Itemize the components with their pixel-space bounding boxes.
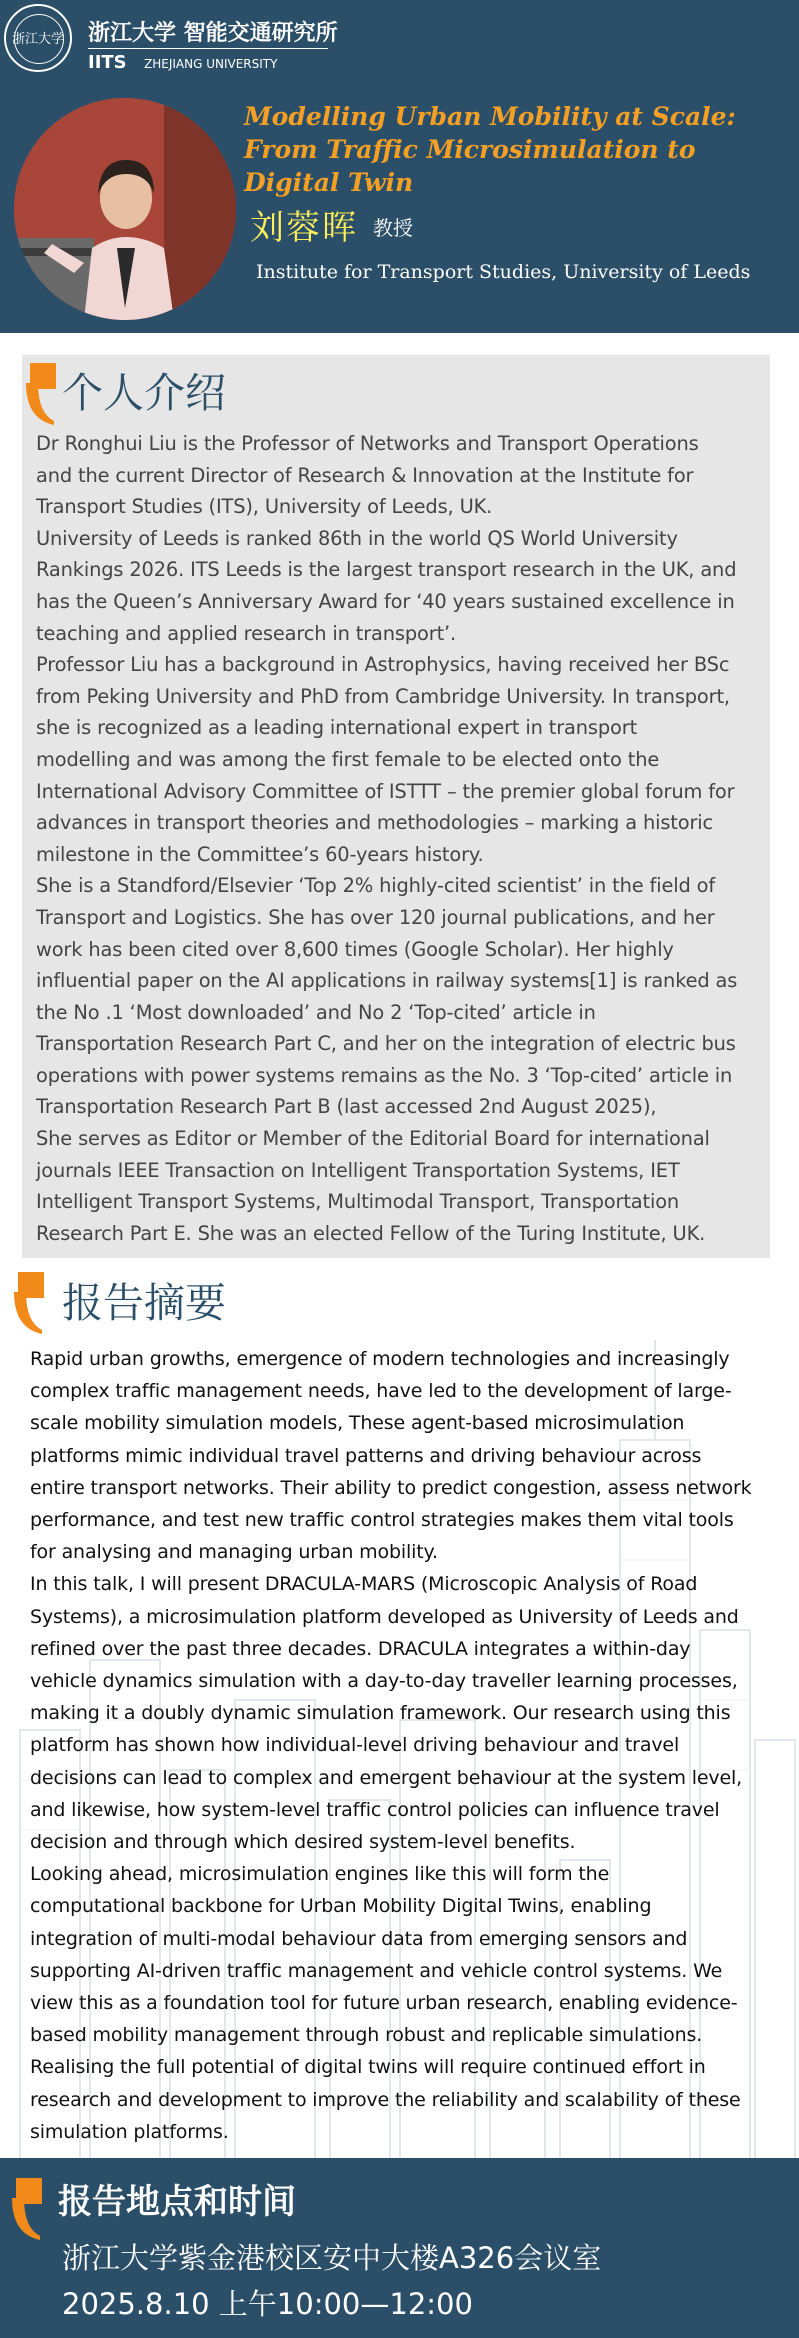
bio-text xyxy=(36,428,766,1249)
bio-line: influential paper on the AI applications in railway systems[1] is ranked as xyxy=(36,969,738,993)
bio-line: and the current Director of Research & Innovation at the Institute for xyxy=(36,463,694,487)
bio-heading: 个人介绍 xyxy=(62,369,226,417)
bio-line: teaching and applied research in transport’. xyxy=(36,621,457,645)
bio-line: Professor Liu has a background in Astrophysics, having received her BSc xyxy=(36,653,730,677)
abstract-line: vehicle dynamics simulation with a day-to-day traveller learning processes, xyxy=(30,1670,738,1693)
bio-line: the No .1 ‘Most downloaded’ and No 2 ‘Top-cited’ article in xyxy=(36,1000,596,1024)
bio-line: milestone in the Committee’s 60-years history. xyxy=(36,842,484,866)
brand-iits: IITS xyxy=(88,52,127,73)
section-marker-icon xyxy=(26,363,56,425)
seal-text: 浙江大学 xyxy=(11,32,64,47)
abstract-line: for analysing and managing urban mobility. xyxy=(30,1541,438,1564)
abstract-line: scale mobility simulation models, These agent-based microsimulation xyxy=(30,1412,685,1435)
abstract-line: view this as a foundation tool for future urban research, enabling evidence- xyxy=(30,1992,738,2015)
university-seal-logo xyxy=(4,4,72,72)
portrait-illustration xyxy=(14,98,236,320)
talk-title-line1: Modelling Urban Mobility at Scale: xyxy=(244,102,736,131)
abstract-text xyxy=(30,1343,770,2148)
abstract-line: supporting AI-driven traffic management and vehicle control systems. We xyxy=(30,1959,723,1982)
venue-time: 2025.8.10 上午10:00—12:00 xyxy=(62,2287,473,2321)
bio-line: operations with power systems remains as the No. 3 ‘Top-cited’ article in xyxy=(36,1063,733,1087)
abstract-line: making it a doubly dynamic simulation framework. Our research using this xyxy=(30,1702,731,1725)
abstract-line: decision and through which desired system-level benefits. xyxy=(30,1831,576,1854)
abstract-line: computational backbone for Urban Mobility Digital Twins, enabling xyxy=(30,1895,652,1918)
bio-line: University of Leeds is ranked 86th in the world QS World University xyxy=(36,526,678,550)
bio-line: Transport Studies (ITS), University of Leeds, UK. xyxy=(36,495,493,519)
bio-line: she is recognized as a leading international expert in transport xyxy=(36,716,638,740)
abstract-line: platforms mimic individual travel patterns and driving behaviour across xyxy=(30,1444,702,1467)
bio-line: She serves as Editor or Member of the Editorial Board for international xyxy=(36,1127,710,1151)
abstract-line: and likewise, how system-level traffic control policies can influence travel xyxy=(30,1798,720,1821)
abstract-line: integration of multi-modal behaviour data from emerging sensors and xyxy=(30,1927,688,1950)
abstract-line: platform has shown how individual-level driving behaviour and travel xyxy=(30,1734,680,1757)
bio-line: Transportation Research Part B (last accessed 2nd August 2025), xyxy=(36,1095,657,1119)
brand-english-name: ZHEJIANG UNIVERSITY xyxy=(144,57,278,71)
abstract-line: entire transport networks. Their ability to predict congestion, assess network xyxy=(30,1476,752,1499)
bio-line: advances in transport theories and methodologies – marking a historic xyxy=(36,811,714,835)
section-marker-icon xyxy=(12,2178,42,2240)
bio-line: Dr Ronghui Liu is the Professor of Networks and Transport Operations xyxy=(36,432,699,455)
brand-divider xyxy=(88,48,328,49)
bio-line: Transportation Research Part C, and her on the integration of electric bus xyxy=(36,1032,736,1056)
bio-line: work has been cited over 8,600 times (Google Scholar). Her highly xyxy=(36,937,674,961)
bio-line: Intelligent Transport Systems, Multimodal Transport, Transportation xyxy=(36,1190,680,1214)
abstract-line: Looking ahead, microsimulation engines like this will form the xyxy=(30,1863,610,1886)
talk-title-line2: From Traffic Microsimulation to Digital Twin xyxy=(244,135,696,197)
speaker-institution: Institute for Transport Studies, University of Leeds xyxy=(256,261,751,283)
venue-heading: 报告地点和时间 xyxy=(58,2182,296,2222)
abstract-line: Realising the full potential of digital twins will require continued effort in xyxy=(30,2056,706,2079)
speaker-name: 刘蓉晖 xyxy=(250,208,358,248)
bio-line: She is a Standford/Elsevier ‘Top 2% highly-cited scientist’ in the field of xyxy=(36,874,716,898)
bio-line: has the Queen’s Anniversary Award for ‘40 years sustained excellence in xyxy=(36,589,735,613)
bio-line: Research Part E. She was an elected Fellow of the Turing Institute, UK. xyxy=(36,1221,706,1245)
abstract-line: complex traffic management needs, have led to the development of large- xyxy=(30,1380,732,1403)
abstract-line: Systems), a microsimulation platform developed as University of Leeds and xyxy=(30,1605,739,1628)
header-banner xyxy=(0,0,799,333)
abstract-heading: 报告摘要 xyxy=(62,1279,226,1327)
speaker-portrait xyxy=(14,98,236,320)
talk-title xyxy=(244,100,794,199)
venue-place: 浙江大学紫金港校区安中大楼A326会议室 xyxy=(62,2241,602,2275)
abstract-line: research and development to improve the reliability and scalability of these xyxy=(30,2088,741,2111)
abstract-line: Rapid urban growths, emergence of modern technologies and increasingly xyxy=(30,1348,730,1370)
bio-line: modelling and was among the first female to be elected onto the xyxy=(36,747,660,771)
abstract-line: decisions can lead to complex and emergent behaviour at the system level, xyxy=(30,1766,743,1789)
abstract-line: In this talk, I will present DRACULA-MARS (Microscopic Analysis of Road xyxy=(30,1573,698,1596)
abstract-line: performance, and test new traffic control strategies makes them vital tools xyxy=(30,1509,734,1532)
bio-line: International Advisory Committee of ISTTT – the premier global forum for xyxy=(36,779,735,803)
abstract-line: based mobility management through robust and replicable simulations. xyxy=(30,2024,703,2047)
bio-line: journals IEEE Transaction on Intelligent Transportation Systems, IET xyxy=(36,1158,680,1182)
section-marker-icon xyxy=(14,1272,44,1334)
abstract-line: simulation platforms. xyxy=(30,2120,229,2143)
speaker-rank: 教授 xyxy=(373,216,413,240)
abstract-line: refined over the past three decades. DRACULA integrates a within-day xyxy=(30,1637,691,1660)
bio-line: Rankings 2026. ITS Leeds is the largest transport research in the UK, and xyxy=(36,558,737,582)
bio-line: from Peking University and PhD from Cambridge University. In transport, xyxy=(36,684,730,708)
brand-chinese-name: 浙江大学 智能交通研究所 xyxy=(88,21,338,46)
bio-line: Transport and Logistics. She has over 120 journal publications, and her xyxy=(36,905,715,929)
